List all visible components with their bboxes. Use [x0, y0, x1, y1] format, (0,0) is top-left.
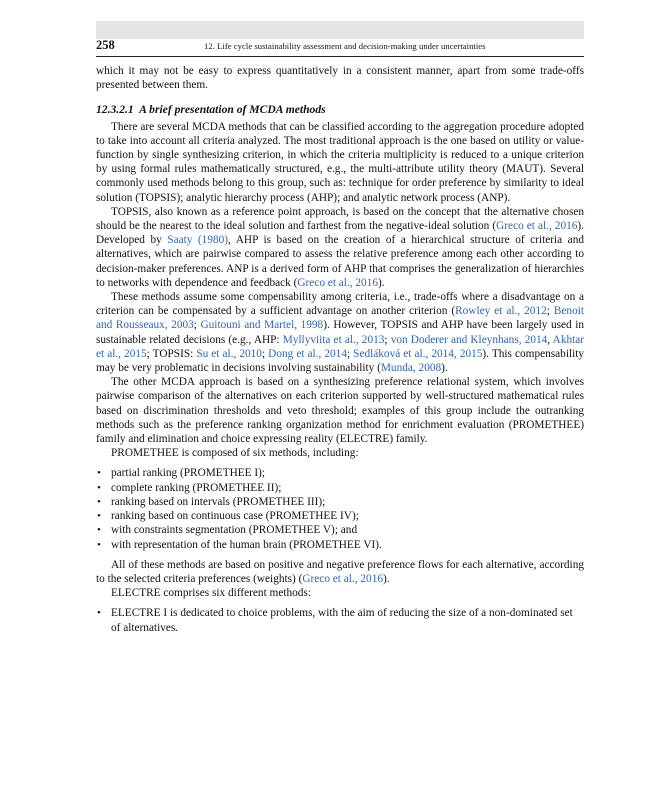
running-head: 12. Life cycle sustainability assessment and decision-making under uncertainties: [204, 41, 486, 51]
paragraph-3: These methods assume some compensability among criteria, i.e., trade-offs where a disadvantage on a criterion can be compensated by a sufficient advantage on another criterion (Rowley et al., 2012; Benoit and Rousseaux, 2003; Guitouni and Martel, 1998). However, TOPSIS and AHP have been largely used in sustainable related decisions (e.g., AHP: Myllyviita et al., 2013; von Doderer and Kleynhans, 2014, Akhtar et al., 2015; TOPSIS: Su et al., 2010; Dong et al., 2014; Sedláková et al., 2014, 2015). This compensability may be very problematic in decisions involving sustainability (Munda, 2008).: [96, 291, 585, 375]
citation-link[interactable]: Greco et al., 2016: [302, 572, 383, 585]
citation-link[interactable]: Rowley et al., 2012: [455, 305, 547, 318]
citation-link[interactable]: Dong et al., 2014: [268, 347, 347, 360]
page-number: 258: [96, 38, 115, 52]
citation-link[interactable]: Sedláková et al., 2014, 2015: [353, 347, 483, 360]
paragraph-1: There are several MCDA methods that can be classified according to the aggregation procedure adopted to take into account all criteria analyzed. The most traditional approach is the one based on utility or value-function by single synthesizing criterion, in which the criteria multiplicity is reduced to a unique criterion by using formal rules mathematically structured, e.g., the multi-attribute utility theory (MAUT). Several commonly used methods belong to this group, such as: technique for order preference by similarity to ideal solution (TOPSIS); analytic hierarchy process (AHP); and analytic network process (ANP).: [96, 120, 584, 204]
section-title: A brief presentation of MCDA methods: [139, 103, 326, 117]
promethee-list: [96, 466, 584, 551]
page-body: [96, 64, 584, 641]
paragraph-7: ELECTRE comprises six different methods:: [111, 587, 311, 600]
citation-link[interactable]: Benoit and Rousseaux, 2003: [96, 305, 584, 332]
list-item: • ranking based on intervals (PROMETHEE III);: [111, 495, 584, 509]
list-item: • complete ranking (PROMETHEE II);: [111, 481, 584, 495]
intro-paragraph: which it may not be easy to express quantitatively in a consistent manner, apart from some trade-offs presented between them.: [96, 65, 584, 92]
list-item: • ELECTRE I is dedicated to choice problems, with the aim of reducing the size of a non-dominated set of alternatives.: [111, 606, 584, 634]
header-rule: [96, 56, 584, 57]
list-item: • with constraints segmentation (PROMETHEE V); and: [111, 523, 584, 537]
section-number: 12.3.2.1: [96, 103, 134, 117]
paragraph-6: All of these methods are based on positive and negative preference flows for each alternative, according to the selected criteria preferences (weights) (Greco et al., 2016).: [96, 558, 584, 585]
paragraph-2: TOPSIS, also known as a reference point approach, is based on the concept that the alternative chosen should be the nearest to the ideal solution and farthest from the negative-ideal solution (Greco et al., 2016). Developed by Saaty (1980), AHP is based on the creation of a hierarchical structure of criteria and alternatives, which are pairwise compared to assess the relative preference among each other according to decision-maker preferences. ANP is a derived form of AHP that comprises the generalization of hierarchies to networks with dependence and feedback (Greco et al., 2016).: [96, 205, 584, 289]
citation-link[interactable]: Guitouni and Martel, 1998: [200, 319, 324, 332]
citation-link[interactable]: Myllyviita et al., 2013: [282, 333, 385, 346]
paragraph-5: PROMETHEE is composed of six methods, including:: [111, 447, 359, 460]
electre-list: [96, 606, 584, 634]
list-item: • ranking based on continuous case (PROMETHEE IV);: [111, 509, 584, 523]
citation-link[interactable]: Munda, 2008: [380, 362, 442, 375]
citation-link[interactable]: von Doderer and Kleynhans, 2014: [390, 333, 548, 346]
citation-link[interactable]: Greco et al., 2016: [297, 276, 379, 289]
paragraph-4: The other MCDA approach is based on a synthesizing preference relational system, which involves pairwise comparison of the alternatives on each criterion supported by well-structured mathematical rules based on discrimination thresholds and veto threshold; examples of this group include the outranking methods such as the preference ranking organization method for enrichment evaluation (PROMETHEE) family and elimination and choice expressing reality (ELECTRE) family.: [96, 376, 584, 446]
citation-link[interactable]: Su et al., 2010: [196, 347, 262, 360]
list-item: • partial ranking (PROMETHEE I);: [111, 466, 584, 480]
citation-link[interactable]: Akhtar et al., 2015: [96, 333, 585, 360]
citation-link[interactable]: Saaty (1980): [167, 234, 229, 247]
section-heading: [96, 103, 584, 117]
citation-link[interactable]: Greco et al., 2016: [496, 220, 578, 233]
header-band: [96, 21, 584, 39]
list-item: • with representation of the human brain (PROMETHEE VI).: [111, 538, 584, 552]
